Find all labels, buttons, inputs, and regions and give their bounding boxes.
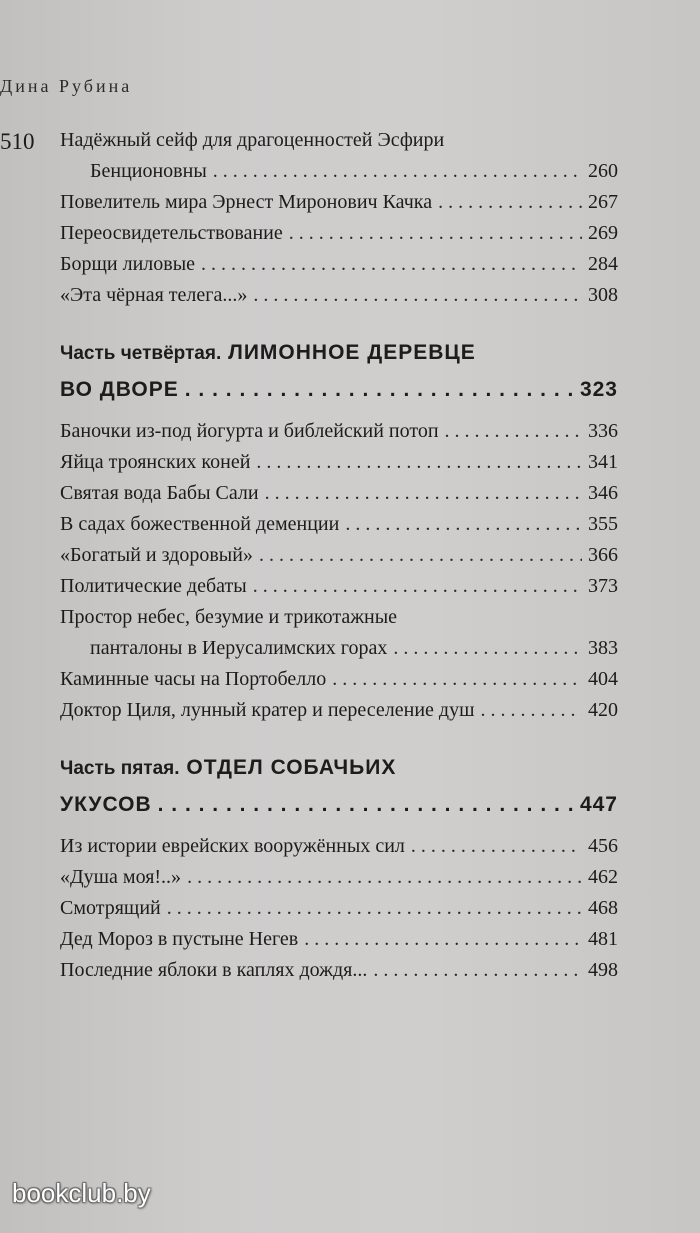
leader-dots xyxy=(256,447,582,478)
toc-entry[interactable] xyxy=(60,955,618,986)
toc-entry[interactable] xyxy=(60,447,618,478)
leader-dots xyxy=(332,664,582,695)
toc-entry[interactable] xyxy=(60,218,618,249)
toc-entry-page: 336 xyxy=(588,420,618,442)
toc-entry[interactable] xyxy=(60,862,618,893)
toc-entry-page: 267 xyxy=(588,191,618,213)
part-title: ЛИМОННОЕ ДЕРЕВЦЕ xyxy=(228,341,476,364)
toc-entry[interactable] xyxy=(60,924,618,955)
leader-dots xyxy=(393,633,582,664)
toc-entry-title: Доктор Циля, лунный кратер и переселение душ xyxy=(60,699,475,721)
toc-entry-title-line1: Надёжный сейф для драгоценностей Эсфири xyxy=(60,129,445,151)
toc-entry-page: 420 xyxy=(588,699,618,721)
leader-dots xyxy=(289,218,582,249)
part-heading-line2[interactable] xyxy=(60,787,618,823)
toc-entry-title: Бенционовны xyxy=(90,160,207,182)
leader-dots xyxy=(201,249,582,280)
toc-entry-title: Яйца троянских коней xyxy=(60,451,251,473)
toc-entry-title: «Душа моя!..» xyxy=(60,866,182,888)
part-title: УКУСОВ xyxy=(60,793,152,816)
leader-dots xyxy=(253,571,582,602)
toc-entry[interactable] xyxy=(60,416,618,447)
toc-entry-page: 341 xyxy=(588,451,618,473)
part-title: ВО ДВОРЕ xyxy=(60,378,179,401)
toc-entry-page: 346 xyxy=(588,482,618,504)
toc-entry[interactable] xyxy=(60,249,618,280)
toc-entry-title: Баночки из-под йогурта и библейский потоп xyxy=(60,420,439,442)
toc-entry-title-line1: Простор небес, безумие и трикотажные xyxy=(60,606,398,628)
leader-dots xyxy=(411,831,582,862)
running-header-author: Дина Рубина xyxy=(0,76,133,96)
toc-entry-title: Переосвидетельствование xyxy=(60,222,283,244)
watermark-bookclub: bookclub.by xyxy=(12,1178,151,1208)
leader-dots xyxy=(265,478,582,509)
toc-entry-page: 260 xyxy=(588,160,618,182)
part-prefix: Часть пятая. xyxy=(60,758,180,779)
toc-entry-title: Святая вода Бабы Сали xyxy=(60,482,259,504)
part-heading-line1[interactable] xyxy=(60,335,618,372)
toc-entry[interactable] xyxy=(60,509,618,540)
leader-dots xyxy=(373,955,582,986)
toc-entry-page: 462 xyxy=(588,866,618,888)
leader-dots xyxy=(167,893,582,924)
toc-entry-title: Повелитель мира Эрнест Миронович Качка xyxy=(60,191,433,213)
toc-entry-page: 383 xyxy=(588,637,618,659)
toc-entry[interactable] xyxy=(60,831,618,862)
leader-dots xyxy=(304,924,582,955)
toc-entry-page: 373 xyxy=(588,575,618,597)
toc-entry-page: 269 xyxy=(588,222,618,244)
toc-entry-page: 456 xyxy=(588,835,618,857)
leader-dots xyxy=(438,187,582,218)
toc-entry-title: «Эта чёрная телега...» xyxy=(60,284,248,306)
toc-entry-page: 355 xyxy=(588,513,618,535)
toc-entry[interactable] xyxy=(60,156,618,187)
toc-entry-title: Из истории еврейских вооружённых сил xyxy=(60,835,405,857)
leader-dots xyxy=(187,862,582,893)
toc-entry[interactable] xyxy=(60,540,618,571)
toc-entry-title: Каминные часы на Портобелло xyxy=(60,668,327,690)
leader-dots xyxy=(213,156,582,187)
toc-entry-title: Борщи лиловые xyxy=(60,253,196,275)
toc-entry[interactable] xyxy=(60,664,618,695)
toc-entry[interactable] xyxy=(60,187,618,218)
part-prefix: Часть четвёртая. xyxy=(60,343,222,364)
leader-dots xyxy=(481,695,583,726)
leader-dots xyxy=(152,787,580,823)
leader-dots xyxy=(445,416,582,447)
part-page: 323 xyxy=(579,378,618,401)
table-of-contents xyxy=(60,125,618,986)
toc-entry-page: 366 xyxy=(588,544,618,566)
leader-dots xyxy=(179,372,580,408)
toc-entry-page: 481 xyxy=(588,928,618,950)
toc-entry-page: 284 xyxy=(588,253,618,275)
leader-dots xyxy=(345,509,582,540)
toc-entry[interactable] xyxy=(60,478,618,509)
page-number: 510 xyxy=(0,129,35,154)
part-title: ОТДЕЛ СОБАЧЬИХ xyxy=(186,756,397,779)
toc-entry-page: 308 xyxy=(588,284,618,306)
part-page: 447 xyxy=(579,793,618,816)
part-heading-line1[interactable] xyxy=(60,750,618,787)
toc-entry[interactable] xyxy=(60,571,618,602)
toc-entry-title: Дед Мороз в пустыне Негев xyxy=(60,928,299,950)
leader-dots xyxy=(253,280,582,311)
toc-entry[interactable] xyxy=(60,280,618,311)
toc-entry-page: 498 xyxy=(588,959,618,981)
toc-entry-title: Смотрящий xyxy=(60,897,161,919)
part-heading-line2[interactable] xyxy=(60,372,618,408)
toc-entry-title: панталоны в Иерусалимских горах xyxy=(90,637,388,659)
toc-entry-title: «Богатый и здоровый» xyxy=(60,544,253,566)
toc-entry-page: 404 xyxy=(588,668,618,690)
toc-entry-title: Политические дебаты xyxy=(60,575,247,597)
toc-entry[interactable] xyxy=(60,893,618,924)
toc-entry[interactable] xyxy=(60,633,618,664)
toc-entry[interactable] xyxy=(60,695,618,726)
leader-dots xyxy=(259,540,582,571)
toc-entry-title: Последние яблоки в каплях дождя... xyxy=(60,959,368,981)
toc-entry-page: 468 xyxy=(588,897,618,919)
toc-entry-title: В садах божественной деменции xyxy=(60,513,340,535)
